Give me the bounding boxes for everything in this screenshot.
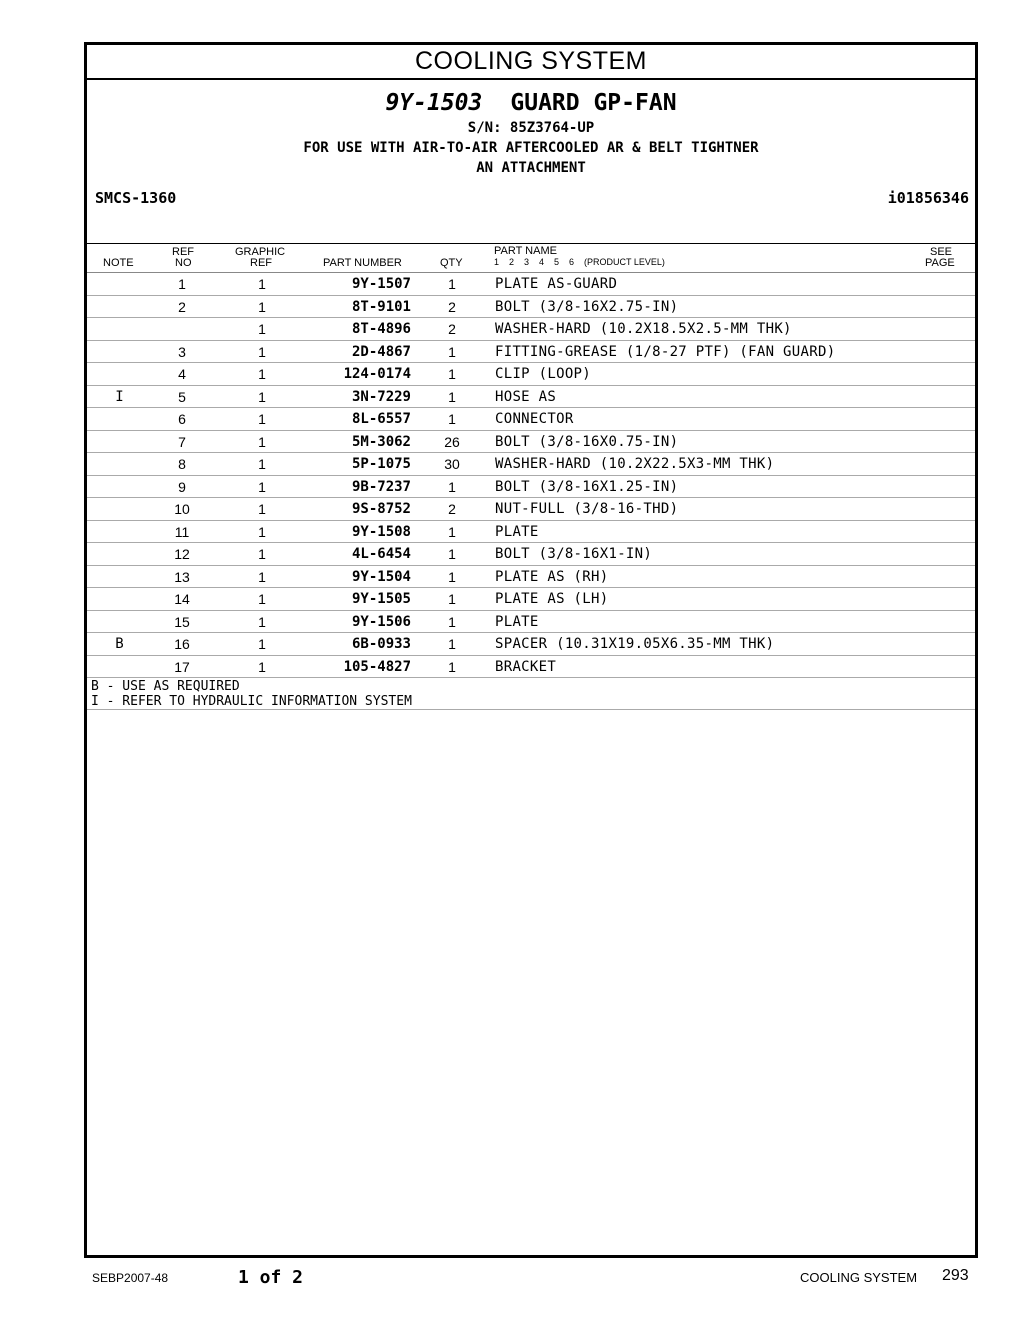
row-part-name: PLATE AS-GUARD bbox=[495, 276, 618, 292]
row-part-name: WASHER-HARD (10.2X18.5X2.5-MM THK) bbox=[495, 321, 792, 337]
table-row bbox=[87, 656, 975, 679]
table-row bbox=[87, 273, 975, 296]
row-part-number: 5P-1075 bbox=[351, 456, 411, 472]
col-graphic-line2: REF bbox=[250, 257, 272, 269]
serial-number: S/N: 85Z3764-UP bbox=[467, 120, 595, 136]
row-part-number: 124-0174 bbox=[343, 366, 411, 382]
row-part-name: BOLT (3/8-16X0.75-IN) bbox=[495, 433, 679, 450]
table-row bbox=[87, 453, 975, 476]
row-note: B bbox=[115, 636, 124, 652]
row-graphic-ref: 1 bbox=[258, 276, 266, 292]
table-row bbox=[87, 341, 975, 364]
part-title-line bbox=[87, 90, 975, 116]
table-row bbox=[87, 611, 975, 634]
row-part-number: 9Y-1507 bbox=[351, 276, 411, 292]
row-qty: 1 bbox=[448, 591, 456, 607]
row-part-name: PLATE bbox=[495, 523, 539, 540]
table-row bbox=[87, 296, 975, 319]
row-qty: 1 bbox=[448, 546, 456, 562]
row-graphic-ref: 1 bbox=[258, 613, 266, 630]
row-ref-no: 13 bbox=[174, 568, 190, 585]
row-graphic-ref: 1 bbox=[258, 388, 266, 405]
row-ref-no: 15 bbox=[174, 613, 190, 630]
row-graphic-ref: 1 bbox=[258, 501, 266, 517]
usage-note-line2: AN ATTACHMENT bbox=[476, 160, 586, 176]
row-qty: 1 bbox=[448, 478, 456, 495]
col-note: NOTE bbox=[103, 257, 134, 269]
col-product-level: 1 2 3 4 5 6 (PRODUCT LEVEL) bbox=[494, 257, 665, 267]
row-graphic-ref: 1 bbox=[258, 321, 266, 337]
page-frame bbox=[84, 42, 978, 1258]
notes-block bbox=[87, 678, 975, 710]
row-part-name: WASHER-HARD (10.2X22.5X3-MM THK) bbox=[495, 456, 775, 472]
footer-page-number: 293 bbox=[942, 1267, 969, 1284]
row-part-name: BOLT (3/8-16X1.25-IN) bbox=[495, 478, 679, 495]
row-part-name: BOLT (3/8-16X2.75-IN) bbox=[495, 298, 679, 315]
row-part-number: 9Y-1504 bbox=[351, 568, 411, 585]
col-graphic-line1: GRAPHIC bbox=[235, 246, 286, 258]
note-line: I - REFER TO HYDRAULIC INFORMATION SYSTEM bbox=[91, 694, 412, 709]
row-ref-no: 12 bbox=[174, 546, 190, 562]
row-part-number: 9Y-1506 bbox=[351, 613, 411, 630]
row-qty: 2 bbox=[448, 501, 456, 517]
group-part-name: GUARD GP-FAN bbox=[510, 90, 677, 116]
row-graphic-ref: 1 bbox=[258, 456, 266, 472]
row-part-number: 4L-6454 bbox=[351, 546, 411, 562]
row-part-number: 9Y-1508 bbox=[351, 523, 411, 540]
row-qty: 1 bbox=[448, 523, 456, 540]
row-part-number: 2D-4867 bbox=[351, 343, 411, 360]
row-graphic-ref: 1 bbox=[258, 366, 266, 382]
row-part-name: PLATE AS (LH) bbox=[495, 591, 609, 607]
row-qty: 1 bbox=[448, 636, 456, 652]
row-part-name: PLATE AS (RH) bbox=[495, 568, 609, 585]
col-part-name: PART NAME bbox=[494, 245, 557, 257]
usage-note-line1: FOR USE WITH AIR-TO-AIR AFTERCOOLED AR & BELT TIGHTNER bbox=[303, 140, 759, 156]
row-ref-no: 4 bbox=[178, 366, 186, 382]
row-ref-no: 17 bbox=[174, 658, 190, 675]
row-part-name: CLIP (LOOP) bbox=[495, 366, 592, 382]
row-part-name: PLATE bbox=[495, 613, 539, 630]
row-ref-no: 5 bbox=[178, 388, 186, 405]
table-header bbox=[87, 243, 975, 273]
table-row bbox=[87, 318, 975, 341]
footer-doc-id: SEBP2007-48 bbox=[92, 1271, 169, 1285]
row-part-number: 6B-0933 bbox=[351, 636, 411, 652]
row-ref-no: 1 bbox=[178, 276, 186, 292]
row-ref-no: 11 bbox=[174, 523, 190, 540]
illustration-id: i01856346 bbox=[887, 189, 969, 207]
row-note: I bbox=[115, 388, 124, 405]
row-graphic-ref: 1 bbox=[258, 343, 266, 360]
table-row bbox=[87, 521, 975, 544]
row-ref-no: 3 bbox=[178, 343, 186, 360]
section-title: COOLING SYSTEM bbox=[87, 45, 975, 80]
table-row bbox=[87, 588, 975, 611]
row-part-name: CONNECTOR bbox=[495, 411, 574, 427]
row-graphic-ref: 1 bbox=[258, 546, 266, 562]
row-part-number: 9B-7237 bbox=[351, 478, 411, 495]
col-see-line1: SEE bbox=[930, 246, 953, 258]
row-graphic-ref: 1 bbox=[258, 411, 266, 427]
row-part-name: HOSE AS bbox=[495, 388, 557, 405]
row-graphic-ref: 1 bbox=[258, 523, 266, 540]
table-row bbox=[87, 498, 975, 521]
row-part-number: 9Y-1505 bbox=[351, 591, 411, 607]
row-qty: 1 bbox=[448, 388, 456, 405]
table-row bbox=[87, 543, 975, 566]
table-row bbox=[87, 633, 975, 656]
parts-table bbox=[87, 273, 975, 678]
row-ref-no: 16 bbox=[174, 636, 190, 652]
row-ref-no: 8 bbox=[178, 456, 186, 472]
row-part-name: NUT-FULL (3/8-16-THD) bbox=[495, 501, 679, 517]
row-part-number: 3N-7229 bbox=[351, 388, 411, 405]
group-part-number: 9Y-1503 bbox=[385, 90, 483, 116]
part-header bbox=[87, 80, 975, 207]
col-see-line2: PAGE bbox=[925, 257, 955, 269]
table-row bbox=[87, 566, 975, 589]
row-part-number: 5M-3062 bbox=[351, 433, 411, 450]
row-qty: 26 bbox=[444, 433, 460, 450]
smcs-code: SMCS-1360 bbox=[95, 189, 177, 207]
row-part-name: BOLT (3/8-16X1-IN) bbox=[495, 546, 653, 562]
note-line: B - USE AS REQUIRED bbox=[91, 679, 240, 694]
table-row bbox=[87, 476, 975, 499]
row-graphic-ref: 1 bbox=[258, 298, 266, 315]
row-qty: 2 bbox=[448, 321, 456, 337]
row-ref-no: 9 bbox=[178, 478, 186, 495]
col-part-number: PART NUMBER bbox=[323, 257, 402, 269]
row-qty: 1 bbox=[448, 343, 456, 360]
row-part-number: 8T-9101 bbox=[351, 298, 411, 315]
table-row bbox=[87, 408, 975, 431]
row-graphic-ref: 1 bbox=[258, 658, 266, 675]
row-ref-no: 2 bbox=[178, 298, 186, 315]
row-part-name: SPACER (10.31X19.05X6.35-MM THK) bbox=[495, 636, 775, 652]
row-ref-no: 10 bbox=[174, 501, 190, 517]
row-ref-no: 14 bbox=[174, 591, 190, 607]
row-part-name: BRACKET bbox=[495, 658, 557, 675]
row-ref-no: 7 bbox=[178, 433, 186, 450]
row-qty: 1 bbox=[448, 366, 456, 382]
table-row bbox=[87, 431, 975, 454]
row-graphic-ref: 1 bbox=[258, 568, 266, 585]
row-qty: 1 bbox=[448, 568, 456, 585]
row-qty: 1 bbox=[448, 411, 456, 427]
col-qty: QTY bbox=[440, 257, 463, 269]
row-part-number: 8T-4896 bbox=[351, 321, 411, 337]
col-ref-line2: NO bbox=[175, 257, 192, 269]
row-qty: 2 bbox=[448, 298, 456, 315]
table-row bbox=[87, 386, 975, 409]
row-qty: 1 bbox=[448, 276, 456, 292]
row-ref-no: 6 bbox=[178, 411, 186, 427]
row-part-number: 105-4827 bbox=[343, 658, 411, 675]
footer-section: COOLING SYSTEM bbox=[800, 1270, 918, 1285]
row-qty: 1 bbox=[448, 658, 456, 675]
table-row bbox=[87, 363, 975, 386]
row-graphic-ref: 1 bbox=[258, 433, 266, 450]
col-ref-line1: REF bbox=[172, 246, 194, 258]
row-graphic-ref: 1 bbox=[258, 591, 266, 607]
row-part-name: FITTING-GREASE (1/8-27 PTF) (FAN GUARD) bbox=[495, 343, 836, 360]
row-graphic-ref: 1 bbox=[258, 636, 266, 652]
row-part-number: 8L-6557 bbox=[351, 411, 411, 427]
row-part-number: 9S-8752 bbox=[351, 501, 411, 517]
row-qty: 30 bbox=[444, 456, 460, 472]
row-graphic-ref: 1 bbox=[258, 478, 266, 495]
row-qty: 1 bbox=[448, 613, 456, 630]
footer-page-of: 1 of 2 bbox=[238, 1267, 304, 1288]
